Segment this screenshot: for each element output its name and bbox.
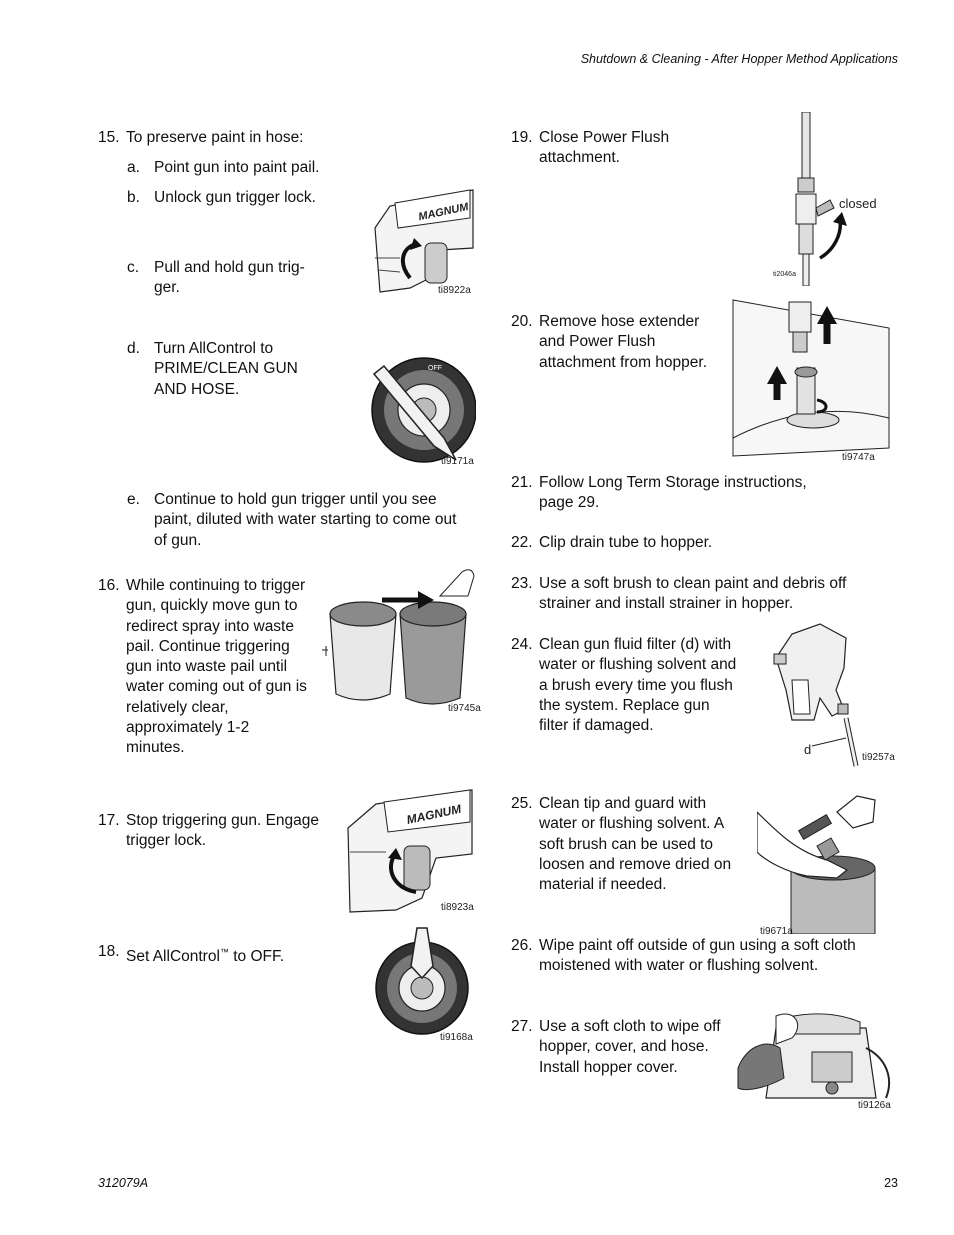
step-15c: c. Pull and hold gun trig-ger.	[127, 259, 305, 297]
step-27: 27. Use a soft cloth to wipe off hopper, cover, and hose. Install hopper cover.	[511, 1018, 721, 1076]
figure-code: ti9671a	[760, 926, 793, 937]
figure-clean-tip	[757, 792, 877, 934]
figure-allcontrol-prime	[366, 352, 476, 464]
figure-remove-extender	[731, 298, 891, 458]
step-17: 17. Stop triggering gun. Engage trigger lock.	[98, 812, 320, 850]
callout-d: d	[804, 742, 812, 757]
step-16: 16. While continuing to trigger gun, quickly move gun to redirect spray into waste pail. Continue triggering gun into waste pail until water coming out of gun is relatively clear, approximately 1-2 minutes.	[98, 577, 307, 757]
figure-code: ti9747a	[842, 452, 875, 463]
svg-text:OFF: OFF	[428, 365, 442, 372]
hopper-wipe-illustration	[736, 1008, 896, 1114]
step-15e: e. Continue to hold gun trigger until you see paint, diluted with water starting to come out of gun.	[127, 491, 457, 549]
step-25: 25. Clean tip and guard with water or flushing solvent. A soft brush can be used to loosen and remove dried on material if needed.	[511, 795, 732, 894]
step-22: 22. Clip drain tube to hopper.	[511, 534, 713, 551]
figure-code: ti9168a	[440, 1032, 473, 1043]
allcontrol-knob-off-illustration	[373, 926, 471, 1036]
figure-gun-trigger-lock	[346, 788, 474, 914]
allcontrol-knob-illustration	[366, 352, 476, 464]
figure-code: ti2046a	[773, 271, 796, 278]
figure-gun-trigger-unlock	[370, 188, 475, 296]
hopper-extender-illustration	[731, 298, 891, 458]
step-24: 24. Clean gun fluid filter (d) with water or flushing solvent and a brush every time you flush the system. Replace gun filter if damaged.	[511, 636, 737, 735]
figure-allcontrol-off	[373, 926, 471, 1036]
step-15b: b. Unlock gun trigger lock.	[127, 189, 316, 206]
figure-code: ti9257a	[862, 752, 895, 763]
gun-trigger-illustration	[370, 188, 475, 296]
spray-gun-filter-illustration	[772, 620, 862, 768]
figure-code: ti8922a	[438, 285, 471, 296]
step-19: 19. Close Power Flush attachment.	[511, 129, 670, 167]
figure-code: ti9171a	[441, 456, 474, 467]
step-15: 15. To preserve paint in hose:	[98, 129, 304, 146]
figure-code: ti9745a	[448, 703, 481, 714]
figure-power-flush-closed	[770, 112, 850, 286]
section-header: Shutdown & Cleaning - After Hopper Method Applications	[580, 52, 898, 66]
figure-code: ti9126a	[858, 1100, 891, 1111]
step-23: 23. Use a soft brush to clean paint and debris off strainer and install strainer in hopper.	[511, 575, 847, 613]
step-15d: d. Turn AllControl to PRIME/CLEAN GUN AND HOSE.	[127, 340, 298, 398]
brand-logo: MAGNUM	[417, 201, 470, 224]
step-20: 20. Remove hose extender and Power Flush attachment from hopper.	[511, 313, 708, 371]
step-15a: a. Point gun into paint pail.	[127, 159, 320, 176]
page-number: 23	[884, 1176, 898, 1190]
paint-and-waste-pail-illustration	[322, 566, 484, 712]
callout-closed: closed	[839, 196, 877, 211]
figure-code: ti8923a	[441, 902, 474, 913]
gun-trigger-lock-illustration	[346, 788, 474, 914]
step-26: 26. Wipe paint off outside of gun using a soft cloth moistened with water or flushing solvent.	[511, 937, 856, 975]
step-21: 21. Follow Long Term Storage instructions, page 29.	[511, 474, 807, 512]
doc-number: 312079A	[98, 1176, 149, 1190]
step-18: 18. Set AllControl™ to OFF.	[98, 943, 285, 966]
figure-pails	[322, 566, 484, 712]
power-flush-attachment-illustration	[770, 112, 850, 286]
figure-wipe-hopper	[736, 1008, 896, 1114]
brand-logo: MAGNUM	[405, 801, 463, 827]
figure-gun-filter	[772, 620, 862, 768]
cleaning-tip-illustration	[757, 792, 877, 934]
